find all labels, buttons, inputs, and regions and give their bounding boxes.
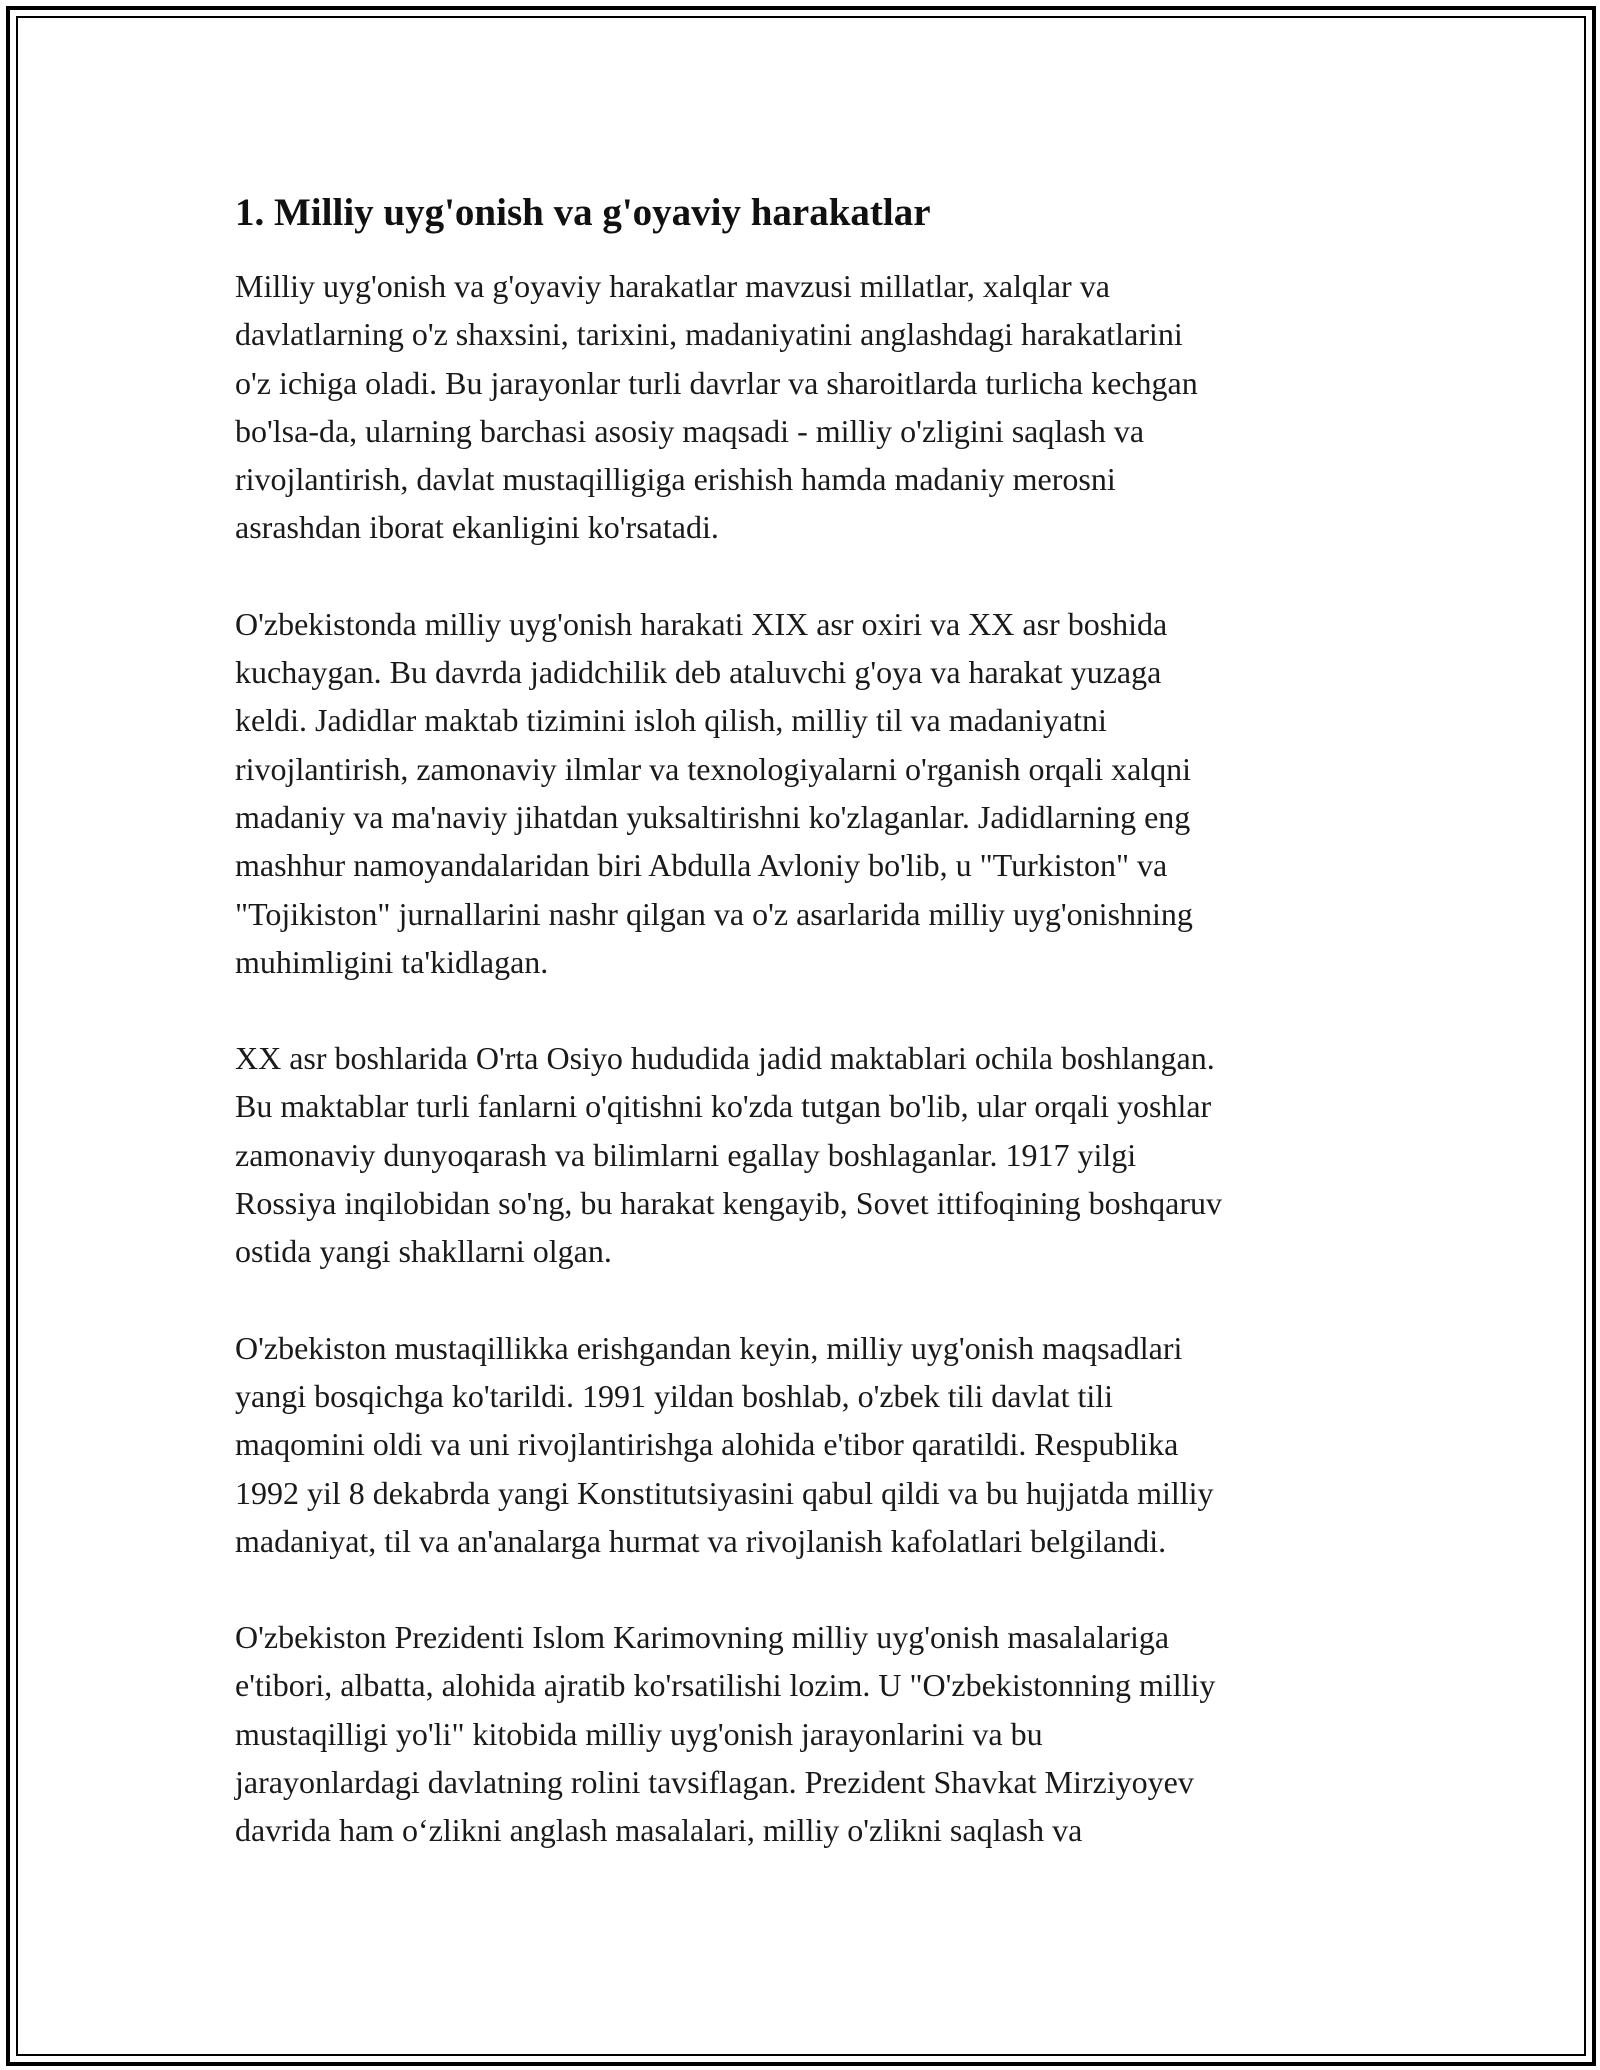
paragraph <box>235 1613 1385 1854</box>
text-line: 1992 yil 8 dekabrda yangi Konstitutsiyasini qabul qildi va bu hujjatda milliy <box>235 1474 1214 1511</box>
text-line: davrida ham o‘zlikni anglash masalalari, milliy o'zlikni saqlash va <box>235 1812 1083 1849</box>
text-line: madaniyat, til va an'analarga hurmat va rivojlanish kafolatlari belgilandi. <box>235 1522 1167 1559</box>
text-line: bo'lsa-da, ularning barchasi asosiy maqsadi - milliy o'zligini saqlash va <box>235 412 1145 449</box>
text-line: mashhur namoyandalaridan biri Abdulla Avloniy bo'lib, u "Turkiston" va <box>235 847 1168 884</box>
text-line: rivojlantirish, davlat mustaqilligiga erishish hamda madaniy merosni <box>235 461 1116 498</box>
text-line: Bu maktablar turli fanlarni o'qitishni ko'zda tutgan bo'lib, ular orqali yoshlar <box>235 1088 1212 1125</box>
text-line: kuchaygan. Bu davrda jadidchilik deb ataluvchi g'oya va harakat yuzaga <box>235 654 1162 691</box>
text-line: o'z ichiga oladi. Bu jarayonlar turli davrlar va sharoitlarda turlicha kechgan <box>235 364 1198 401</box>
paragraph <box>235 1324 1385 1565</box>
text-line: e'tibori, albatta, alohida ajratib ko'rsatilishi lozim. U "O'zbekistonning milliy <box>235 1667 1216 1704</box>
text-line: zamonaviy dunyoqarash va bilimlarni egallay boshlaganlar. 1917 yilgi <box>235 1136 1137 1173</box>
document-body <box>235 185 1385 1903</box>
text-line: asrashdan iborat ekanligini ko'rsatadi. <box>235 509 719 546</box>
text-line: jarayonlardagi davlatning rolini tavsiflagan. Prezident Shavkat Mirziyoyev <box>235 1764 1194 1801</box>
text-line: "Tojikiston" jurnallarini nashr qilgan va o'z asarlarida milliy uyg'onishning <box>235 895 1193 932</box>
text-line: O'zbekiston Prezidenti Islom Karimovning milliy uyg'onish masalalariga <box>235 1619 1170 1656</box>
text-line: O'zbekiston mustaqillikka erishgandan keyin, milliy uyg'onish maqsadlari <box>235 1329 1183 1366</box>
text-line: mustaqilligi yo'li" kitobida milliy uyg'onish jarayonlarini va bu <box>235 1715 1043 1752</box>
text-line: Milliy uyg'onish va g'oyaviy harakatlar mavzusi millatlar, xalqlar va <box>235 268 1110 304</box>
section-title: 1. Milliy uyg'onish va g'oyaviy harakatlar <box>235 191 931 234</box>
paragraph <box>235 600 1385 986</box>
paragraph <box>235 262 1385 552</box>
text-line: keldi. Jadidlar maktab tizimini isloh qilish, milliy til va madaniyatni <box>235 702 1107 739</box>
paragraph <box>235 1034 1385 1275</box>
text-line: ostida yangi shakllarni olgan. <box>235 1233 612 1270</box>
text-line: O'zbekistonda milliy uyg'onish harakati XIX asr oxiri va XX asr boshida <box>235 605 1168 642</box>
text-line: muhimligini ta'kidlagan. <box>235 943 549 980</box>
text-line: madaniy va ma'naviy jihatdan yuksaltirishni ko'zlaganlar. Jadidlarning eng <box>235 798 1191 835</box>
text-line: Rossiya inqilobidan so'ng, bu harakat kengayib, Sovet ittifoqining boshqaruv <box>235 1185 1222 1222</box>
text-line: davlatlarning o'z shaxsini, tarixini, madaniyatini anglashdagi harakatlarini <box>235 316 1183 353</box>
text-line: XX asr boshlarida O'rta Osiyo hududida jadid maktablari ochila boshlangan. <box>235 1040 1215 1077</box>
text-line: rivojlantirish, zamonaviy ilmlar va texnologiyalarni o'rganish orqali xalqni <box>235 750 1192 787</box>
text-line: maqomini oldi va uni rivojlantirishga alohida e'tibor qaratildi. Respublika <box>235 1426 1179 1463</box>
text-line: yangi bosqichga ko'tarildi. 1991 yildan boshlab, o'zbek tili davlat tili <box>235 1377 1114 1414</box>
